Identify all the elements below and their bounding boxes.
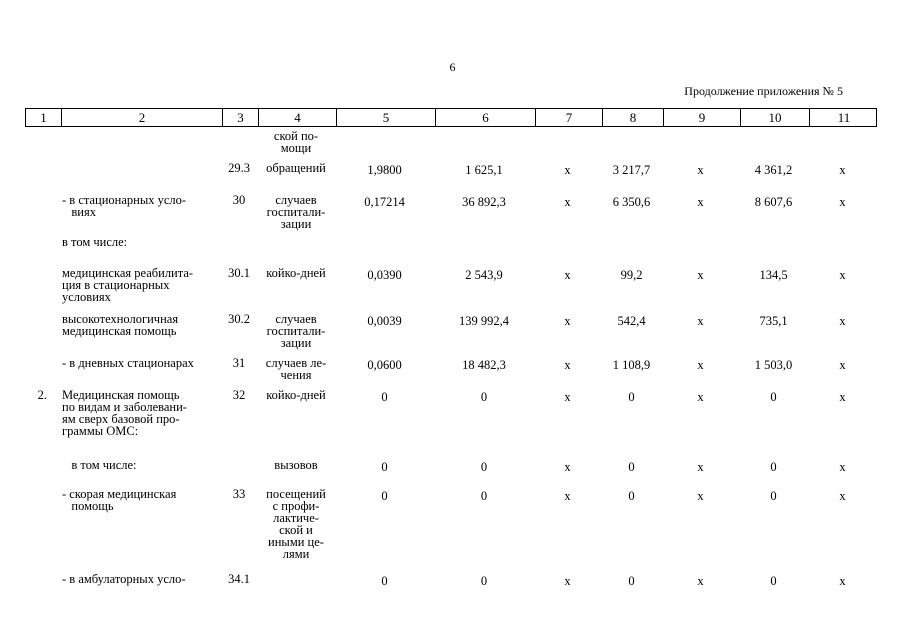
row-unit: койко-дней — [266, 266, 326, 280]
row-value-col-6: 1 625,1 — [465, 163, 503, 177]
row-value-col-7: х — [564, 163, 571, 177]
row-value-col-8: 0 — [628, 390, 635, 404]
row-value-col-10: 0 — [770, 489, 777, 503]
row-name: Медицинская помощь по видам и заболевани- ям сверх базовой про- граммы ОМС: — [62, 388, 187, 438]
header-cell-9: 9 — [663, 109, 740, 126]
row-value-col-9: х — [697, 460, 704, 474]
row-value-col-6: 0 — [480, 390, 488, 404]
table-header-row — [25, 108, 877, 127]
row-unit: койко-дней — [266, 388, 326, 402]
row-value-col-5: 0,0600 — [367, 358, 402, 372]
row-value-col-5: 0 — [381, 574, 388, 588]
row-value-col-6: 18 482,3 — [462, 358, 506, 372]
row-code: 32 — [232, 388, 246, 402]
row-value-col-11: х — [839, 314, 846, 328]
row-value-col-10: 1 503,0 — [754, 358, 793, 372]
row-value-col-11: х — [839, 163, 846, 177]
row-name: - скорая медицинская помощь — [62, 487, 177, 513]
row-name: - в амбулаторных усло- — [62, 572, 186, 586]
row-value-col-9: х — [697, 390, 704, 404]
row-value-col-8: 1 108,9 — [612, 358, 651, 372]
row-value-col-6: 0 — [480, 489, 488, 503]
row-value-col-5: 0 — [381, 489, 388, 503]
row-value-col-11: х — [839, 358, 846, 372]
row-value-col-7: х — [564, 574, 571, 588]
row-value-col-9: х — [697, 268, 704, 282]
row-name: в том числе: — [62, 458, 137, 472]
row-value-col-11: х — [839, 574, 846, 588]
row-value-col-11: х — [839, 489, 846, 503]
row-value-col-10: 0 — [770, 460, 777, 474]
row-code: 34.1 — [228, 572, 250, 586]
row-value-col-7: х — [564, 314, 571, 328]
row-value-col-10: 134,5 — [759, 268, 788, 282]
row-value-col-9: х — [697, 574, 704, 588]
row-value-col-5: 0,0390 — [367, 268, 402, 282]
row-value-col-5: 0 — [381, 390, 388, 404]
row-value-col-10: 735,1 — [759, 314, 788, 328]
row-value-col-8: 3 217,7 — [612, 163, 651, 177]
row-value-col-8: 99,2 — [620, 268, 643, 282]
row-code: 30 — [232, 193, 246, 207]
row-code: 29.3 — [228, 161, 250, 175]
header-cell-2: 2 — [61, 109, 222, 126]
row-value-col-9: х — [697, 314, 704, 328]
header-cell-5: 5 — [336, 109, 435, 126]
header-cell-3: 3 — [222, 109, 258, 126]
row-value-col-11: х — [839, 195, 846, 209]
header-cell-4: 4 — [258, 109, 336, 126]
row-value-col-8: 542,4 — [617, 314, 646, 328]
row-value-col-7: х — [564, 489, 571, 503]
row-value-col-5: 0,17214 — [364, 195, 405, 209]
row-unit: вызовов — [274, 458, 318, 472]
row-code: 33 — [232, 487, 246, 501]
row-value-col-7: х — [564, 390, 571, 404]
row-value-col-7: х — [564, 460, 571, 474]
row-value-col-5: 0 — [381, 460, 388, 474]
continuation-label: Продолжение приложения № 5 — [684, 84, 843, 98]
row-value-col-6: 36 892,3 — [462, 195, 506, 209]
row-name: в том числе: — [62, 235, 128, 249]
row-code: 30.2 — [228, 312, 250, 326]
row-value-col-11: х — [839, 460, 846, 474]
row-unit: ской по- мощи — [273, 129, 319, 155]
header-cell-11: 11 — [809, 109, 878, 126]
row-value-col-5: 0,0039 — [367, 314, 402, 328]
row-value-col-9: х — [697, 358, 704, 372]
row-value-col-7: х — [564, 195, 571, 209]
row-name: медицинская реабилита- ция в стационарных условиях — [62, 266, 194, 304]
row-value-col-6: 0 — [480, 460, 488, 474]
row-value-col-6: 0 — [480, 574, 488, 588]
row-code: 30.1 — [228, 266, 250, 280]
row-value-col-9: х — [697, 489, 704, 503]
row-name: - в стационарных усло- виях — [62, 193, 187, 219]
row-unit: обращений — [266, 161, 326, 175]
header-cell-10: 10 — [740, 109, 809, 126]
row-value-col-11: х — [839, 390, 846, 404]
row-value-col-6: 2 543,9 — [465, 268, 503, 282]
row-value-col-10: 0 — [770, 390, 777, 404]
row-value-col-7: х — [564, 268, 571, 282]
row-value-col-10: 8 607,6 — [754, 195, 793, 209]
row-name: высокотехнологичная медицинская помощь — [62, 312, 179, 338]
row-unit: посещений с профи- лактиче- ской и иными це- лями — [266, 487, 326, 561]
row-value-col-9: х — [697, 195, 704, 209]
row-value-col-9: х — [697, 163, 704, 177]
row-unit: случаев госпитали- зации — [266, 312, 326, 350]
row-number: 2. — [37, 388, 47, 402]
row-code: 31 — [232, 356, 246, 370]
header-cell-7: 7 — [535, 109, 602, 126]
row-unit: случаев госпитали- зации — [266, 193, 326, 231]
row-value-col-10: 4 361,2 — [754, 163, 793, 177]
row-name: - в дневных стационарах — [62, 356, 194, 370]
page-number: 6 — [449, 60, 456, 74]
header-cell-1: 1 — [40, 110, 47, 125]
header-cell-6: 6 — [435, 109, 535, 126]
row-value-col-11: х — [839, 268, 846, 282]
row-value-col-8: 0 — [628, 574, 635, 588]
header-cell-8: 8 — [602, 109, 663, 126]
row-value-col-5: 1,9800 — [367, 163, 402, 177]
row-value-col-6: 139 992,4 — [459, 314, 509, 328]
row-value-col-10: 0 — [770, 574, 777, 588]
row-value-col-8: 6 350,6 — [612, 195, 651, 209]
row-value-col-8: 0 — [628, 489, 635, 503]
row-unit: случаев ле- чения — [265, 356, 327, 382]
row-value-col-7: х — [564, 358, 571, 372]
row-value-col-8: 0 — [628, 460, 635, 474]
